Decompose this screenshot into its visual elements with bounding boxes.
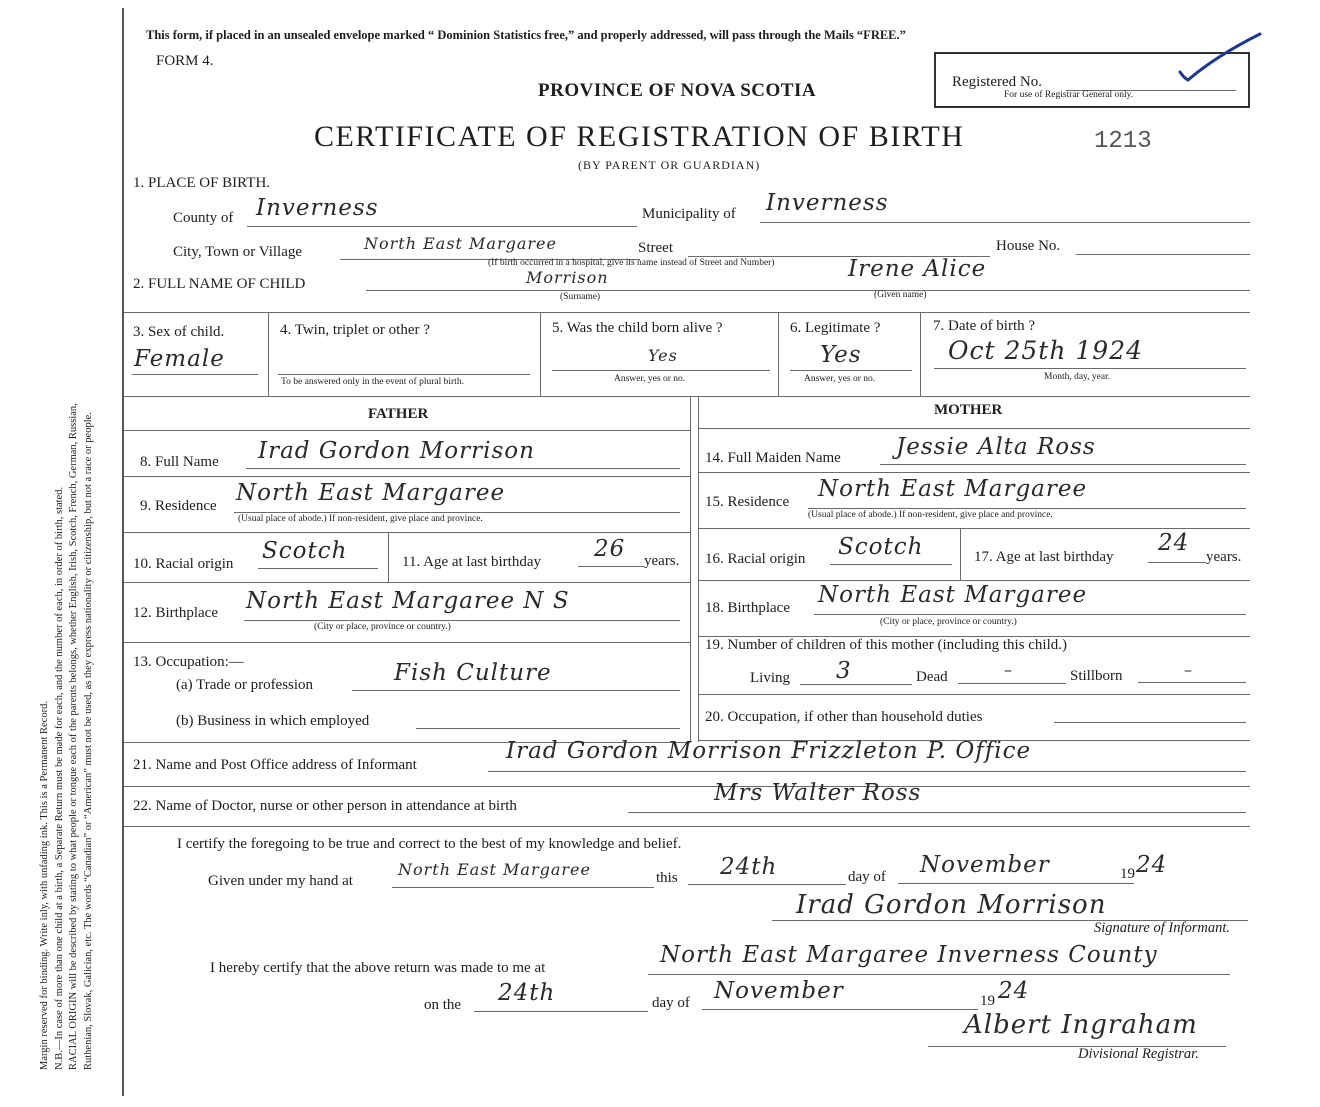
row3-divider-3 xyxy=(778,312,779,396)
top-notice: This form, if placed in an unsealed envelope marked “ Dominion Statistics free,” and properly addressed, will pass through the Mails “FREE.” xyxy=(146,28,906,42)
father-name-value: Irad Gordon Morrison xyxy=(258,438,535,464)
father-age-label: 11. Age at last birthday xyxy=(402,554,541,570)
mother-residence-note: (Usual place of abode.) If non-resident, give place and province. xyxy=(808,510,1053,520)
registrar-text: I hereby certify that the above return was made to me at xyxy=(210,960,546,976)
margin-border xyxy=(122,8,124,1096)
place-heading: 1. PLACE OF BIRTH. xyxy=(133,175,271,191)
row3-bottom-line xyxy=(124,396,1250,397)
informant-signature: Irad Gordon Morrison xyxy=(796,890,1107,920)
registrar-dayof-label: day of xyxy=(652,995,690,1011)
surname-caption: (Surname) xyxy=(560,292,601,302)
father-residence-value: North East Margaree xyxy=(236,480,506,506)
father-age-divider xyxy=(388,532,389,582)
registrar-day-value: 24th xyxy=(498,980,556,1006)
father-race-line xyxy=(258,568,378,569)
mother-age-label: 17. Age at last birthday xyxy=(974,549,1114,565)
mother-row-line-1 xyxy=(698,428,1250,429)
registrar-place-line xyxy=(648,974,1230,975)
informant-row-line xyxy=(124,786,1250,787)
twin-note: To be answered only in the event of plural birth. xyxy=(281,377,464,387)
registrar-month-value: November xyxy=(714,978,844,1004)
municipality-value: Inverness xyxy=(766,190,889,216)
registered-label: Registered No. xyxy=(952,74,1042,90)
registered-note: For use of Registrar General only. xyxy=(1004,90,1134,100)
city-label: City, Town or Village xyxy=(173,244,303,260)
mother-row-line-3 xyxy=(698,528,1250,529)
father-race-label: 10. Racial origin xyxy=(133,556,234,572)
father-birthplace-label: 12. Birthplace xyxy=(133,605,218,621)
informant-line xyxy=(488,771,1246,772)
dead-label: Dead xyxy=(916,669,948,685)
this-label: this xyxy=(656,870,678,886)
mother-birthplace-value: North East Margaree xyxy=(818,582,1088,608)
father-residence-line xyxy=(234,512,680,513)
father-row-line-5 xyxy=(124,642,690,643)
municipality-line xyxy=(760,222,1250,223)
living-value: 3 xyxy=(836,658,852,684)
certify-text: I certify the foregoing to be true and correct to the best of my knowledge and belief. xyxy=(177,836,682,852)
dob-label: 7. Date of birth ? xyxy=(933,318,1036,334)
legitimate-caption: Answer, yes or no. xyxy=(804,374,876,384)
informant-value: Irad Gordon Morrison Frizzleton P. Office xyxy=(506,738,1032,764)
trade-line xyxy=(352,690,680,691)
mother-name-label: 14. Full Maiden Name xyxy=(705,450,841,466)
stillborn-line xyxy=(1138,682,1246,683)
province-heading: PROVINCE OF NOVA SCOTIA xyxy=(538,80,817,101)
parents-divider xyxy=(690,396,691,742)
mother-residence-label: 15. Residence xyxy=(705,494,790,510)
mother-age-value: 24 xyxy=(1158,530,1190,556)
doctor-row-line xyxy=(124,826,1250,827)
dob-value: Oct 25th 1924 xyxy=(948,336,1144,365)
stillborn-value: – xyxy=(1184,660,1193,679)
registrar-year-value: 24 xyxy=(998,978,1030,1004)
parents-divider-2 xyxy=(698,396,699,742)
father-age-value: 26 xyxy=(594,536,626,562)
living-label: Living xyxy=(750,670,790,686)
dead-value: – xyxy=(1004,660,1013,679)
given-month-line xyxy=(898,883,1134,884)
registrar-day-line xyxy=(474,1011,648,1012)
form-number: FORM 4. xyxy=(156,53,214,69)
mother-row-line-6 xyxy=(698,694,1250,695)
father-name-line xyxy=(246,468,680,469)
mother-race-value: Scotch xyxy=(838,534,924,560)
hospital-note: (If birth occurred in a hospital, give its name instead of Street and Number) xyxy=(488,258,775,268)
sex-value: Female xyxy=(134,346,225,372)
house-line xyxy=(1076,254,1250,255)
informant-signature-caption: Signature of Informant. xyxy=(1094,920,1231,936)
county-line xyxy=(247,226,637,227)
given-day-value: 24th xyxy=(720,854,778,880)
given-year-prefix: 19 xyxy=(1120,866,1135,882)
legitimate-label: 6. Legitimate ? xyxy=(790,320,881,336)
father-heading: FATHER xyxy=(368,406,429,422)
row3-divider-4 xyxy=(920,312,921,396)
father-row-line-1 xyxy=(124,430,690,431)
child-given-name: Irene Alice xyxy=(848,256,987,282)
county-value: Inverness xyxy=(256,195,379,221)
informant-label: 21. Name and Post Office address of Informant xyxy=(133,757,417,773)
certificate-subtitle: (BY PARENT OR GUARDIAN) xyxy=(578,158,761,172)
given-dayof-label: day of xyxy=(848,869,886,885)
row3-top-line xyxy=(124,312,1250,313)
county-label: County of xyxy=(173,210,234,226)
father-residence-label: 9. Residence xyxy=(140,498,217,514)
registrar-month-line xyxy=(702,1009,978,1010)
mother-row-line-4 xyxy=(698,580,1250,581)
doctor-value: Mrs Walter Ross xyxy=(714,780,922,806)
mother-residence-value: North East Margaree xyxy=(818,476,1088,502)
margin-line-1: Margin reserved for binding. Write inly, with unfading ink. This is a Permanent Record. xyxy=(39,701,50,1070)
street-label: Street xyxy=(638,240,673,256)
given-day-line xyxy=(688,884,846,885)
mother-birthplace-line xyxy=(814,614,1246,615)
mother-occupation-line xyxy=(1054,722,1246,723)
twin-label: 4. Twin, triplet or other ? xyxy=(280,322,430,338)
trade-label: (a) Trade or profession xyxy=(176,677,314,693)
row3-divider-1 xyxy=(268,312,269,396)
municipality-label: Municipality of xyxy=(642,206,736,222)
mother-heading: MOTHER xyxy=(934,402,1003,418)
living-line xyxy=(800,684,912,685)
dead-line xyxy=(958,683,1066,684)
doctor-label: 22. Name of Doctor, nurse or other person in attendance at birth xyxy=(133,798,517,814)
father-birthplace-line xyxy=(244,620,680,621)
father-name-label: 8. Full Name xyxy=(140,454,219,470)
mother-years-label: years. xyxy=(1206,549,1242,565)
mother-birthplace-note: (City or place, province or country.) xyxy=(880,617,1017,627)
mother-age-line xyxy=(1148,562,1206,563)
mother-birthplace-label: 18. Birthplace xyxy=(705,600,790,616)
father-birthplace-value: North East Margaree N S xyxy=(246,588,570,614)
occupation-label: 13. Occupation:— xyxy=(133,654,244,670)
father-row-line-4 xyxy=(124,582,690,583)
given-label: Given under my hand at xyxy=(208,873,353,889)
dob-caption: Month, day, year. xyxy=(1044,372,1111,382)
legitimate-line xyxy=(790,370,912,371)
father-birthplace-note: (City or place, province or country.) xyxy=(314,622,451,632)
given-place-line xyxy=(392,887,654,888)
row3-divider-2 xyxy=(540,312,541,396)
father-age-line xyxy=(578,566,644,567)
father-row-line-3 xyxy=(124,532,690,533)
mother-row-line-2 xyxy=(698,472,1250,473)
stamp-number: 1213 xyxy=(1094,128,1152,155)
margin-line-3: RACIAL ORIGIN will be described by stating to what people or tongue each of the parents belongs, whether English, Irish, Scotch, French, German, Russian, xyxy=(68,403,79,1070)
registrar-signature-caption: Divisional Registrar. xyxy=(1078,1046,1199,1062)
trade-value: Fish Culture xyxy=(394,660,552,686)
mother-race-line xyxy=(830,564,952,565)
doctor-line xyxy=(628,812,1246,813)
father-race-value: Scotch xyxy=(262,538,348,564)
given-month-value: November xyxy=(920,852,1050,878)
check-mark-icon xyxy=(1168,28,1268,88)
father-row-line-2 xyxy=(124,476,690,477)
given-caption: (Given name) xyxy=(874,290,927,300)
given-place-value: North East Margaree xyxy=(398,860,591,879)
child-surname: Morrison xyxy=(526,268,609,287)
registrar-place-value: North East Margaree Inverness County xyxy=(660,942,1158,968)
alive-label: 5. Was the child born alive ? xyxy=(552,320,723,336)
registrar-signature: Albert Ingraham xyxy=(964,1010,1198,1040)
father-residence-note: (Usual place of abode.) If non-resident, give place and province. xyxy=(238,514,483,524)
dob-line xyxy=(934,368,1246,369)
mother-age-divider xyxy=(960,528,961,580)
certificate-title: CERTIFICATE OF REGISTRATION OF BIRTH xyxy=(314,120,965,153)
city-value: North East Margaree xyxy=(364,234,557,253)
children-label: 19. Number of children of this mother (including this child.) xyxy=(705,637,1068,653)
sex-label: 3. Sex of child. xyxy=(133,324,225,340)
mother-residence-line xyxy=(808,508,1246,509)
alive-value: Yes xyxy=(648,346,678,365)
business-line xyxy=(416,728,680,729)
child-label: 2. FULL NAME OF CHILD xyxy=(133,276,306,292)
registrar-year-prefix: 19 xyxy=(980,993,995,1009)
margin-line-4: Ruthenian, Slovak, Galician, etc. The words “Canadian” or “American” must not be used, as they express nationality or citizenship, but not a race or people. xyxy=(82,412,94,1070)
stillborn-label: Stillborn xyxy=(1070,668,1123,684)
alive-line xyxy=(552,370,770,371)
legitimate-value: Yes xyxy=(820,342,862,368)
twin-line xyxy=(278,374,530,375)
mother-name-value: Jessie Alta Ross xyxy=(896,434,1096,460)
child-line xyxy=(366,290,1250,291)
house-label: House No. xyxy=(996,238,1061,254)
sex-line xyxy=(132,374,258,375)
mother-occupation-label: 20. Occupation, if other than household duties xyxy=(705,709,983,725)
business-label: (b) Business in which employed xyxy=(176,713,370,729)
mother-name-line xyxy=(880,464,1246,465)
onthe-label: on the xyxy=(424,997,462,1013)
given-year-value: 24 xyxy=(1136,852,1168,878)
father-years-label: years. xyxy=(644,553,680,569)
margin-line-2: N.B.—In case of more than one child at a birth, a Separate Return must be made for each, and the number of each, in order of birth, stated. xyxy=(53,486,65,1070)
margin-instructions xyxy=(38,10,96,1070)
alive-caption: Answer, yes or no. xyxy=(614,374,686,384)
mother-race-label: 16. Racial origin xyxy=(705,551,806,567)
